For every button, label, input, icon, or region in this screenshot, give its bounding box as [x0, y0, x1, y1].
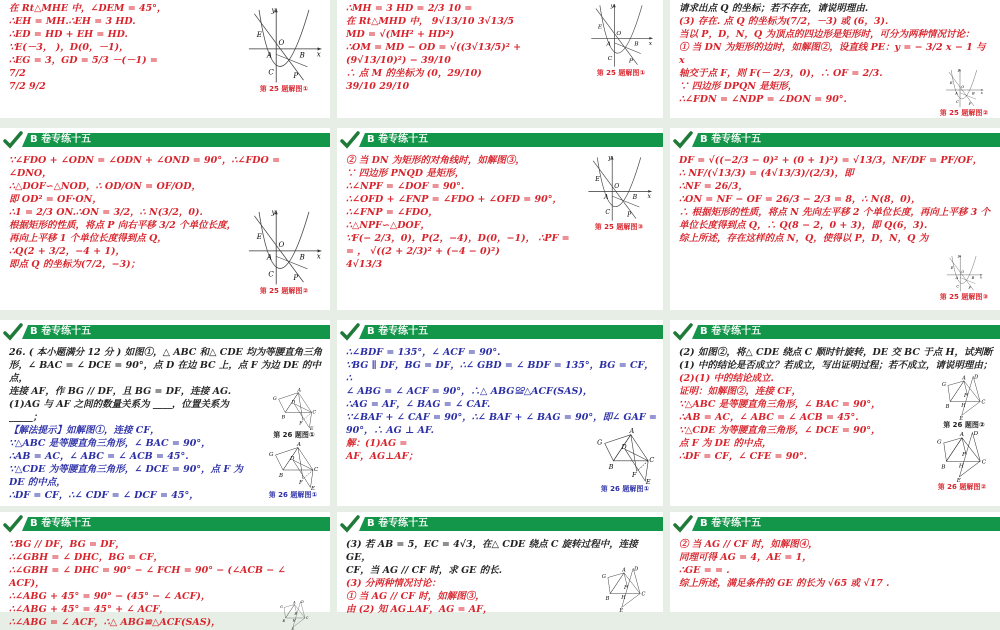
text-line: (3) 若 AB = 5，EC = 4√3，在△ CDE 绕点 C 旋转过程中，连接 GE，	[346, 539, 638, 563]
svg-text:B: B	[299, 50, 305, 60]
figure-caption: 第 26 题图①	[273, 431, 315, 439]
svg-text:C: C	[268, 67, 274, 77]
svg-text:B: B	[945, 404, 950, 411]
svg-text:y: y	[608, 154, 612, 162]
text-line: ① 当 DN 为矩形的边时，如解图②，设直线 PE：y = − 3/2 x − 1 与 x	[679, 42, 986, 66]
text-line: ① 当 AG // CF 时，如解图③，	[346, 591, 485, 602]
svg-text:B: B	[605, 596, 610, 603]
text-line: ∴∠OFD + ∠FNP = ∠FDO + ∠OFD = 90°，	[346, 194, 562, 205]
slide-6[interactable]	[670, 128, 1000, 310]
svg-text:C: C	[641, 591, 646, 598]
slide-title: B 卷专练十五	[367, 518, 429, 529]
figure	[934, 68, 994, 118]
svg-text:C: C	[649, 455, 655, 464]
svg-text:C: C	[981, 399, 986, 406]
svg-text:A: A	[629, 426, 635, 435]
text-line: ∴∠FNP = ∠FDO，	[346, 207, 438, 218]
svg-text:A: A	[604, 193, 609, 201]
slide-title: B 卷专练十五	[700, 134, 762, 145]
text-line: CF，当 AG // CF 时，求 GE 的长.	[346, 565, 503, 576]
svg-text:C: C	[956, 284, 960, 289]
slide-body	[679, 154, 994, 302]
figure-caption: 第 26 题解图①	[600, 485, 650, 493]
svg-text:B: B	[282, 619, 285, 624]
slide-10[interactable]	[0, 512, 330, 630]
text-line: 综上所述，存在这样的点 N，Q，使得以 P，D，N，Q 为	[679, 233, 929, 244]
svg-text:P: P	[293, 272, 299, 282]
figure	[934, 254, 994, 302]
svg-text:G: G	[941, 381, 946, 388]
slide-header	[0, 516, 330, 531]
svg-text:B: B	[281, 415, 286, 421]
text-line: ∵BG // DF，BG = DF，	[9, 539, 125, 550]
svg-text:B: B	[971, 276, 975, 281]
svg-text:P: P	[293, 70, 299, 80]
svg-text:H: H	[292, 618, 296, 623]
text-line: 7/2	[9, 68, 26, 79]
text-line: ∵△CDE 为等腰直角三角形，∠ DCE = 90°，点 F 为 DE 的中点，	[9, 464, 243, 488]
svg-text:F: F	[624, 585, 628, 591]
slide-body	[346, 2, 657, 93]
slide-5[interactable]	[337, 128, 663, 310]
svg-text:D: D	[634, 566, 639, 573]
figure	[581, 154, 657, 232]
text-line: AF，AG⊥AF；	[346, 451, 418, 462]
text-line: ∵ 四边形 DPQN 是矩形，	[679, 81, 798, 92]
text-line: 在 Rt△MHE 中，∠DEM = 45°，	[9, 3, 167, 14]
svg-text:D: D	[291, 400, 296, 406]
text-line: ∵∠FDO + ∠ODN = ∠ODN + ∠OND = 90°，∴∠FDO =	[9, 155, 281, 166]
checkmark-icon	[340, 514, 360, 534]
text-line: 连接 AF，作 BG // DF，且 BG = DF，连接 AG.	[9, 386, 232, 397]
rotated-triangle-diagram	[591, 566, 657, 612]
figure-caption: 第 25 题解图③	[939, 293, 989, 301]
checkmark-icon	[673, 514, 693, 534]
text-line: ∵E(－3， )，D(0，－1)，	[9, 42, 129, 53]
checkmark-icon	[3, 322, 23, 342]
text-line: ∴DF = CF，∠ CFE = 90°.	[679, 451, 808, 462]
slide-body	[9, 2, 324, 94]
figure	[264, 600, 324, 630]
text-line: ∴ON = NF − OF = 26/3 − 2/3 = 8，∴ N(8，0)，	[679, 194, 921, 205]
parabola-diagram	[244, 6, 324, 84]
slide-8[interactable]	[337, 320, 663, 506]
parabola-diagram	[936, 68, 992, 108]
text-line: ② 当 AG // CF 时，如解图④，	[679, 539, 818, 550]
svg-text:E: E	[645, 478, 651, 486]
svg-text:D: D	[290, 456, 295, 462]
text-line: ∴1 = 2/3 ON.∴ON = 3/2，∴ N(3/2，0).	[9, 207, 203, 218]
svg-text:F: F	[299, 480, 303, 486]
svg-text:x: x	[316, 251, 321, 261]
svg-text:F: F	[294, 612, 297, 616]
svg-text:E: E	[311, 486, 316, 492]
svg-text:A: A	[622, 567, 626, 574]
text-line: ∠ ABG = ∠ ACF = 90°，∴△ ABG≌△ACF(SAS)，	[346, 386, 593, 397]
svg-text:x: x	[648, 39, 653, 47]
text-line: = ， √((2 + 2/3)² + (−4 − 0)²)	[346, 246, 500, 257]
svg-text:D: D	[973, 431, 979, 438]
slide-body	[679, 346, 994, 492]
text-line: ∴△NPF∽△DOF，	[346, 220, 430, 231]
slide-header	[0, 324, 330, 339]
slide-body	[679, 2, 994, 118]
slide-header	[670, 324, 1000, 339]
slide-title: B 卷专练十五	[700, 518, 762, 529]
slide-title: B 卷专练十五	[30, 518, 92, 529]
svg-text:B: B	[634, 40, 639, 48]
text-line: ∴EG = 3，GD = 5/3 －(－1) =	[9, 55, 158, 66]
svg-text:x: x	[980, 91, 983, 95]
svg-text:E: E	[291, 627, 294, 630]
svg-text:F: F	[299, 421, 303, 427]
svg-text:A: A	[959, 432, 965, 439]
svg-text:x: x	[979, 275, 982, 280]
text-line: 26. ( 本小题满分 12 分 ) 如图①，△ ABC 和△ CDE 均为等腰直角三角	[9, 347, 323, 358]
svg-text:A: A	[955, 91, 958, 96]
slide-header	[337, 324, 663, 339]
slide-title: B 卷专练十五	[367, 134, 429, 145]
text-line: 单位长度得到点 Q，∴ Q(8 − 2，0 + 3)，即 Q(6，3).	[679, 220, 928, 231]
svg-text:O: O	[278, 240, 285, 249]
text-line: ∴∠BDF = 135°，∠ ACF = 90°.	[346, 347, 501, 358]
text-line: ∴ 点 M 的坐标为 (0，29/10)	[346, 68, 482, 79]
figure-caption: 第 25 题解图③	[594, 223, 644, 231]
svg-text:E: E	[956, 478, 961, 484]
svg-text:y: y	[271, 207, 276, 217]
figure	[264, 386, 324, 440]
text-line: ∴ NF/(√13/3) = (4√13/3)/(2/3)，即	[679, 168, 854, 179]
slide-body	[9, 346, 324, 502]
text-line: 由 (2) 知 AG⊥AF，AG = AF，	[346, 604, 493, 615]
svg-text:C: C	[314, 467, 319, 473]
parabola-diagram	[244, 208, 324, 286]
svg-text:F: F	[631, 471, 637, 480]
text-line: ∵ 四边形 PNQD 是矩形，	[346, 168, 465, 179]
text-line: 当以 P，D，N，Q 为顶点的四边形是矩形时，可分为两种情况讨论：	[679, 29, 975, 40]
text-line: (1)AG 与 AF 之间的数量关系为 ____，位置关系为 _____；	[9, 399, 229, 423]
text-line: ∴OM = MD − OD = √((3√13/5)² + (9√13/10)²) − 39/10	[346, 42, 522, 66]
svg-text:C: C	[981, 459, 987, 466]
text-line: ∴∠ABG + 45° = 90° − (45° − ∠ ACF)，	[9, 591, 211, 602]
svg-text:C: C	[605, 208, 611, 216]
slide-body	[346, 346, 657, 494]
text-line: (3) 存在. 点 Q 的坐标为(7/2，－3) 或 (6，3).	[679, 16, 889, 27]
text-line: 轴交于点 F，则 F(－ 2/3，0)，∴ OF = 2/3.	[679, 68, 883, 79]
slide-title: B 卷专练十五	[367, 326, 429, 337]
slide-header	[670, 132, 1000, 147]
text-line: ∴ 根据矩形的性质，将点 N 先向左平移 2 个单位长度，再向上平移 3 个	[679, 207, 991, 218]
checkmark-icon	[340, 130, 360, 150]
svg-text:P: P	[968, 285, 971, 290]
text-line: 请求出点 Q 的坐标；若不存在，请说明理由.	[679, 3, 869, 14]
text-line: 即点 Q 的坐标为(7/2，−3)；	[9, 259, 141, 270]
text-line: MD = √(MH² + HD²)	[346, 29, 455, 40]
slide-7[interactable]	[0, 320, 330, 506]
text-line: ∴AG = AF，∠ BAG = ∠ CAF.	[346, 399, 491, 410]
parabola-diagram	[585, 2, 657, 68]
svg-text:B: B	[632, 193, 638, 201]
svg-text:A: A	[962, 375, 966, 382]
svg-text:A: A	[266, 50, 272, 60]
text-line: ∴AB = AC，∠ ABC = ∠ ACB = 45°.	[679, 412, 859, 423]
svg-text:E: E	[619, 608, 624, 614]
figure	[593, 426, 657, 494]
svg-text:B: B	[279, 473, 284, 479]
text-line: (3) 分两种情况讨论：	[346, 578, 441, 589]
text-line: 再向上平移 1 个单位长度得到点 Q，	[9, 233, 167, 244]
text-line: (2) 如图②，将△ CDE 绕点 C 顺时针旋转，DE 交 BC 于点 H，试判断	[679, 347, 993, 358]
svg-text:C: C	[312, 410, 317, 416]
text-line: ∵△ABC 是等腰直角三角形，∠ BAC = 90°，	[9, 438, 211, 449]
svg-text:B: B	[299, 252, 305, 262]
rotated-triangle-diagram	[934, 374, 994, 420]
triangle-diagram	[593, 426, 657, 484]
svg-text:A: A	[266, 252, 272, 262]
slide-2[interactable]	[337, 0, 663, 118]
rotated-triangle-diagram	[267, 600, 322, 630]
svg-text:x: x	[647, 193, 652, 201]
svg-text:G: G	[269, 452, 274, 458]
svg-text:O: O	[961, 85, 965, 89]
parabola-diagram	[939, 254, 989, 292]
svg-text:E: E	[950, 81, 953, 85]
text-line: ∴GE = = .	[679, 565, 730, 576]
checkmark-icon	[673, 130, 693, 150]
text-line: 点 F 为 DE 的中点，	[679, 438, 772, 449]
slide-9[interactable]	[670, 320, 1000, 506]
svg-text:E: E	[256, 232, 262, 242]
text-line: 证明：如解图②，连接 CF，	[679, 386, 802, 397]
slide-4[interactable]	[0, 128, 330, 310]
figure-caption: 第 25 题解图②	[259, 287, 309, 295]
text-line: 同理可得 AG = 4，AE = 1，	[679, 552, 812, 563]
text-line: (2)(1) 中的结论成立.	[679, 373, 774, 384]
svg-text:B: B	[608, 462, 614, 471]
text-line: ∵BG ∥ DF，BG = DF，∴∠ GBD = ∠ BDF = 135°，BG = CF，∴	[346, 360, 654, 384]
figure-caption: 第 26 题解图②	[937, 483, 987, 491]
text-line: 7/2 9/2	[9, 81, 46, 92]
svg-text:C: C	[607, 55, 613, 63]
parabola-diagram	[581, 154, 657, 222]
svg-text:H: H	[961, 403, 966, 410]
text-line: 解：(1)AG =	[346, 438, 408, 449]
slide-header	[0, 132, 330, 147]
figure-caption: 第 25 题解图①	[596, 69, 646, 77]
svg-text:C: C	[305, 616, 308, 621]
checkmark-icon	[3, 514, 23, 534]
figure	[930, 430, 994, 492]
text-line: ∠DNO，	[9, 168, 52, 179]
svg-text:G: G	[937, 439, 942, 446]
rotated-triangle-diagram	[930, 430, 994, 482]
svg-text:E: E	[950, 266, 954, 271]
slide-body	[346, 538, 657, 616]
svg-text:D: D	[974, 374, 979, 381]
text-line: (1) 中的结论是否成立？若成立，写出证明过程；若不成立，请说明理由；	[679, 360, 993, 371]
text-line: ∵∠BAF + ∠ CAF = 90°，∴∠ BAF + ∠ BAG = 90°，即∠ GAF =	[346, 412, 657, 423]
text-line: ∴∠NPF = ∠DOF = 90°.	[346, 181, 465, 192]
slide-title: B 卷专练十五	[700, 326, 762, 337]
svg-text:E: E	[309, 427, 314, 432]
checkmark-icon	[673, 322, 693, 342]
figure	[262, 440, 324, 500]
text-line: ∴DF = CF，∴∠ CDF = ∠ DCF = 45°，	[9, 490, 199, 501]
slide-1[interactable]	[0, 0, 330, 118]
svg-text:O: O	[961, 270, 965, 274]
text-line: ∴AB = AC，∠ ABC = ∠ ACB = 45°.	[9, 451, 189, 462]
slide-header	[337, 516, 663, 531]
svg-text:y: y	[957, 68, 960, 73]
text-line: DF = √((−2/3 − 0)² + (0 + 1)²) = √13/3，NF/DF = PF/OF，	[679, 155, 983, 166]
text-line: ∴NF = 26/3，	[679, 181, 748, 192]
svg-text:y: y	[271, 5, 276, 15]
svg-text:E: E	[256, 30, 262, 40]
figure	[934, 374, 994, 430]
slide-body	[9, 538, 324, 630]
svg-text:A: A	[292, 600, 296, 605]
slide-3[interactable]	[670, 0, 1000, 118]
text-line: ∴∠ABG + 45° = 45° + ∠ ACF，	[9, 604, 169, 615]
svg-text:P: P	[627, 211, 632, 219]
figure-caption: 第 26 题图②	[943, 421, 985, 429]
text-line: ② 当 DN 为矩形的对角线时，如解图③，	[346, 155, 525, 166]
text-line: ∴∠FDN = ∠NDP = ∠DON = 90°.	[679, 94, 847, 105]
slide-title: B 卷专练十五	[30, 134, 92, 145]
text-line: 90°，∴ AG ⊥ AF.	[346, 425, 434, 436]
text-line: ∵F(− 2/3，0)，P(2，−4)，D(0，−1)， ∴PF =	[346, 233, 570, 244]
svg-text:P: P	[968, 101, 972, 106]
svg-text:B: B	[972, 91, 975, 96]
text-line: ∴EH = MH.∴EH = 3 HD.	[9, 16, 136, 27]
slide-header	[337, 132, 663, 147]
text-line: ∴ED = HD + EH = HD.	[9, 29, 128, 40]
text-line: ∴∠GBH = ∠ DHC = 90° − ∠ FCH = 90° − (∠ACB − ∠ ACF)，	[9, 565, 286, 589]
slide-body	[9, 154, 324, 296]
text-line: 39/10 29/10	[346, 81, 410, 92]
svg-text:x: x	[316, 49, 321, 59]
text-line: 在 Rt△MHD 中， 9√13/10 3√13/5	[346, 16, 514, 27]
svg-text:E: E	[597, 23, 603, 31]
figure	[585, 2, 657, 78]
text-line: 根据矩形的性质，将点 P 向右平移 3/2 个单位长度，	[9, 220, 237, 231]
text-line: ∴∠GBH = ∠ DHC，BG = CF，	[9, 552, 163, 563]
svg-text:H: H	[958, 463, 964, 470]
text-line: 形，∠ BAC = ∠ DCE = 90°，点 D 在边 BC 上，点 F 为边 DE 的中点，	[9, 360, 321, 384]
svg-text:G: G	[597, 438, 603, 447]
text-line: ∵△CDE 为等腰直角三角形，∠ DCE = 90°，	[679, 425, 881, 436]
text-line: 综上所述，满足条件的 GE 的长为 √65 或 √17 .	[679, 578, 890, 589]
figure-caption: 第 26 题解图①	[268, 491, 318, 499]
svg-text:P: P	[628, 57, 633, 65]
figure	[244, 208, 324, 296]
checkmark-icon	[340, 322, 360, 342]
slide-11[interactable]	[337, 512, 663, 615]
svg-text:G: G	[272, 397, 277, 403]
checkmark-icon	[3, 130, 23, 150]
svg-text:C: C	[268, 269, 274, 279]
svg-text:G: G	[601, 573, 606, 580]
svg-text:D: D	[300, 600, 304, 604]
svg-text:A: A	[606, 40, 611, 48]
slide-body	[346, 154, 657, 271]
slide-header	[670, 516, 1000, 531]
figure-caption: 第 25 题解图②	[939, 109, 989, 117]
svg-text:y: y	[957, 254, 960, 259]
text-line: ∴MH = 3 HD = 2/3 10 =	[346, 3, 473, 14]
svg-text:H: H	[621, 595, 626, 602]
svg-text:O: O	[614, 183, 620, 190]
svg-text:G: G	[279, 604, 283, 609]
svg-text:F: F	[964, 393, 968, 399]
slide-12[interactable]	[670, 512, 1000, 612]
figure-caption: 第 25 题解图①	[259, 85, 309, 93]
svg-text:O: O	[278, 38, 285, 48]
slide-body	[679, 538, 994, 590]
triangle-diagram	[264, 386, 324, 430]
svg-text:A: A	[297, 442, 301, 448]
svg-text:y: y	[610, 2, 614, 10]
svg-text:A: A	[297, 388, 302, 394]
text-line: ∵△ABC 是等腰直角三角形，∠ BAC = 90°，	[679, 399, 881, 410]
svg-text:E: E	[595, 176, 600, 184]
text-line: ∴Q(2 + 3/2，−4 + 1)，	[9, 246, 125, 257]
svg-text:B: B	[941, 464, 946, 471]
text-line: ∴△DOF∽△NOD，∴ OD/ON = OF/OD，	[9, 181, 201, 192]
triangle-diagram	[262, 440, 324, 490]
text-line: ∴∠ABG = ∠ ACF，∴△ ABG≌△ACF(SAS)，	[9, 617, 221, 628]
text-line: 【解法提示】如解图①，连接 CF，	[9, 425, 160, 436]
figure	[591, 566, 657, 612]
svg-text:A: A	[955, 276, 959, 281]
figure	[244, 6, 324, 94]
text-line: 即 OD² = OF·ON，	[9, 194, 102, 205]
svg-text:F: F	[962, 452, 966, 458]
text-line: 4√13/3	[346, 259, 383, 270]
svg-text:D: D	[621, 443, 627, 452]
slide-title: B 卷专练十五	[30, 326, 92, 337]
svg-text:E: E	[959, 416, 964, 422]
svg-text:C: C	[956, 100, 959, 105]
svg-text:O: O	[616, 29, 622, 37]
